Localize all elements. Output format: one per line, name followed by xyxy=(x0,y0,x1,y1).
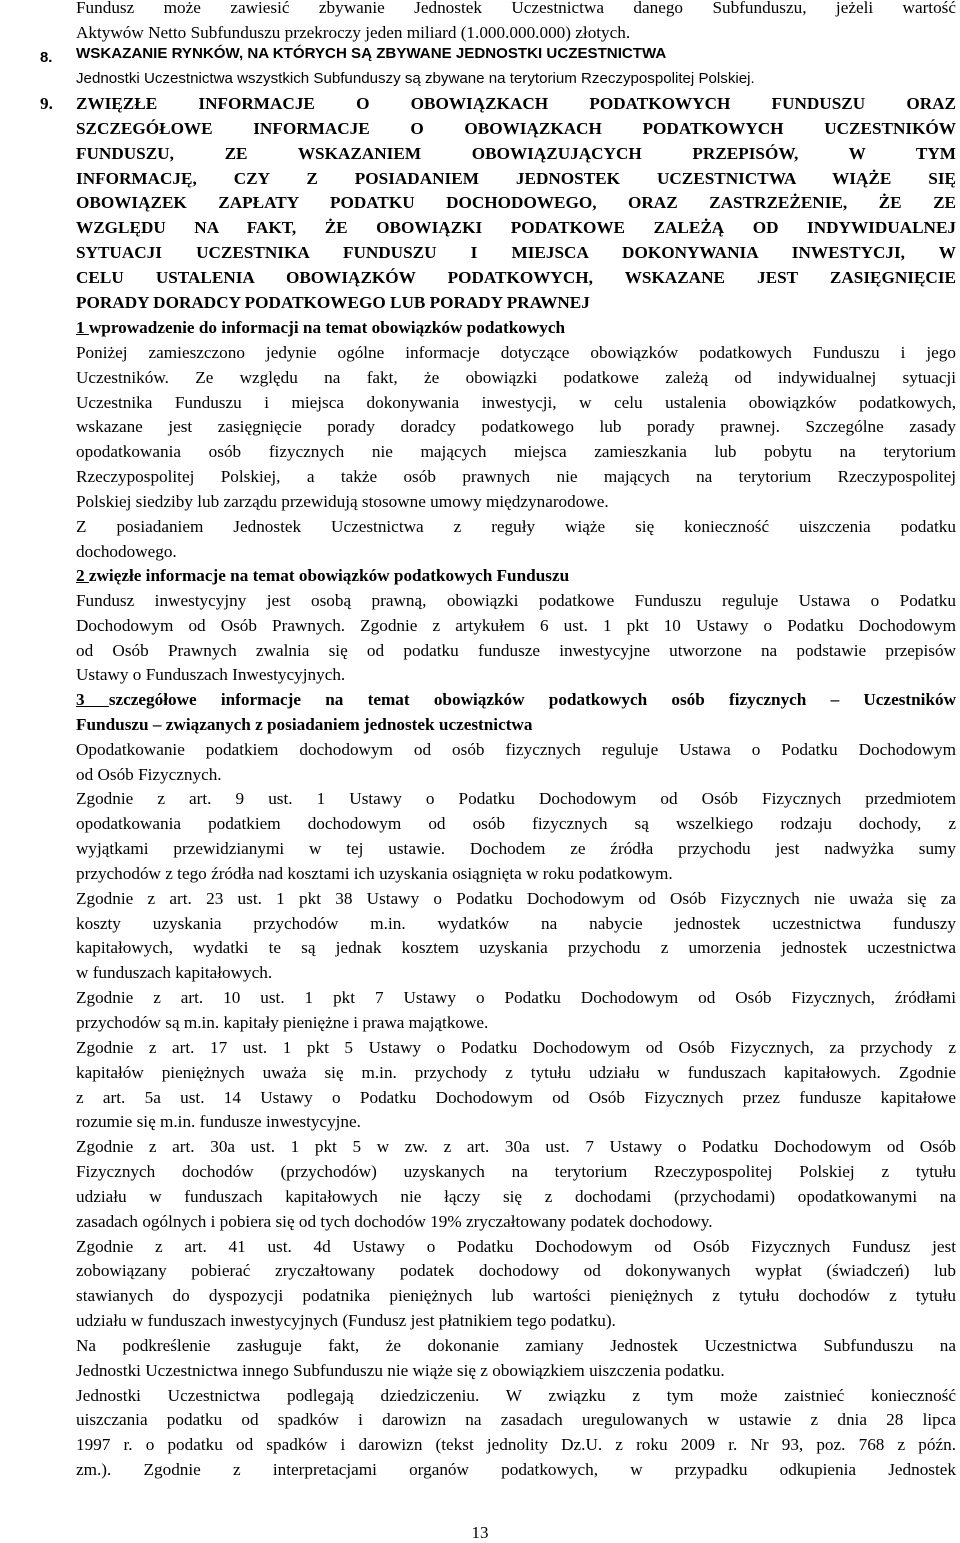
text-line: Fizycznych dochodów (przychodów) uzyskanych na terytorium Rzeczypospolitej Polskiej z tytułu xyxy=(76,1162,956,1182)
text-line: przychodów są m.in. kapitały pieniężne i prawa majątkowe. xyxy=(76,1012,489,1032)
heading-line: WZGLĘDU NA FAKT, ŻE OBOWIĄZKI PODATKOWE ZALEŻĄ OD INDYWIDUALNEJ xyxy=(76,218,956,238)
text-line: Jednostki Uczestnictwa podlegają dziedziczeniu. W związku z tym może zaistnieć konieczność xyxy=(76,1385,956,1405)
text-line: Polskiej siedziby lub zarządu przewidują stosowne umowy międzynarodowe. xyxy=(76,491,609,511)
heading-line: SYTUACJI UCZESTNIKA FUNDUSZU I MIEJSCA DOKONYWANIA INWESTYCJI, W xyxy=(76,243,956,263)
text-line: dochodowego. xyxy=(76,541,177,561)
heading-line: ZWIĘZŁE INFORMACJE O OBOWIĄZKACH PODATKOWYCH FUNDUSZU ORAZ xyxy=(76,94,956,113)
text-line: uiszczania podatku od spadków i darowizn na zasadach uregulowanych w ustawie z dnia 28 lipca xyxy=(76,1410,956,1430)
intro-paragraph xyxy=(76,0,956,46)
text-line: od Osób Fizycznych. xyxy=(76,764,222,784)
text-line: zasadach ogólnych i pobiera się od tych dochodów 19% zryczałtowany podatek dochodowy. xyxy=(76,1211,713,1231)
text-line: Ustawy o Funduszach Inwestycyjnych. xyxy=(76,665,346,685)
heading-line: CELU USTALENIA OBOWIĄZKÓW PODATKOWYCH, WSKAZANE JEST ZASIĘGNIĘCIE xyxy=(76,267,956,287)
subsection-number: 2 xyxy=(76,566,89,585)
text-line: Opodatkowanie podatkiem dochodowym od osób fizycznych reguluje Ustawa o Podatku Dochodowym xyxy=(76,739,956,759)
text-line: wskazane jest zasięgnięcie porady doradcy podatkowego lub porady prawnej. Szczególne zasady xyxy=(76,417,956,437)
text-line: Zgodnie z art. 17 ust. 1 pkt 5 Ustawy o Podatku Dochodowym od Osób Fizycznych, za przychody z xyxy=(76,1037,956,1057)
text-line: udziału w funduszach kapitałowych nie łączy się z dochodami (przychodami) opodatkowanymi na xyxy=(76,1186,956,1206)
text-line: Rzeczypospolitej Polskiej, a także osób prawnych nie mających na terytorium Rzeczypospolitej xyxy=(76,467,956,487)
subsection-heading: 2 zwięzłe informacje na temat obowiązków podatkowych Funduszu xyxy=(76,566,570,585)
subsection-number: 3 xyxy=(76,690,109,709)
text-line: Z posiadaniem Jednostek Uczestnictwa z reguły wiąże się konieczność uiszczenia podatku xyxy=(76,516,956,536)
text-line: opodatkowania osób fizycznych nie mających miejsca zamieszkania lub pobytu na terytorium xyxy=(76,442,956,462)
text-line: Na podkreślenie zasługuje fakt, że dokonanie zamiany Jednostek Uczestnictwa Subfunduszu na xyxy=(76,1335,956,1355)
heading-line: INFORMACJĘ, CZY Z POSIADANIEM JEDNOSTEK UCZESTNICTWA WIĄŻE SIĘ xyxy=(76,168,956,188)
section-8 xyxy=(76,42,956,92)
text-line: kapitałowych, wydatki te są jednak kosztem uzyskania przychodu z umorzenia jednostek uczestnictwa xyxy=(76,938,956,958)
subsection-3 xyxy=(76,688,956,1483)
text-line: Zgodnie z art. 10 ust. 1 pkt 7 Ustawy o Podatku Dochodowym od Osób Fizycznych, źródłami xyxy=(76,988,956,1008)
subsection-1 xyxy=(76,316,956,564)
text-line: Poniżej zamieszczono jedynie ogólne informacje dotyczące obowiązków podatkowych Funduszu i jego xyxy=(76,342,956,362)
text-line: Aktywów Netto Subfunduszu przekroczy jeden miliard (1.000.000.000) złotych. xyxy=(76,22,631,42)
text-line: kapitałów pieniężnych uważa się m.in. przychody z tytułu udziału w funduszach kapitałowych. Zgodnie xyxy=(76,1062,956,1082)
section-number: 9. xyxy=(40,94,53,113)
text-line: Fundusz może zawiesić zbywanie Jednostek Uczestnictwa danego Subfunduszu, jeżeli wartość xyxy=(76,0,956,17)
subsection-number: 1 xyxy=(76,318,89,337)
text-line: koszty uzyskania przychodów m.in. wydatków na nabycie jednostek uczestnictwa funduszy xyxy=(76,913,956,933)
text-line: Fundusz inwestycyjny jest osobą prawną, obowiązki podatkowe Funduszu reguluje Ustawa o Podatku xyxy=(76,590,956,610)
text-line: Zgodnie z art. 23 ust. 1 pkt 38 Ustawy o Podatku Dochodowym od Osób Fizycznych nie uważa się za xyxy=(76,888,956,908)
heading-line: SZCZEGÓŁOWE INFORMACJE O OBOWIĄZKACH PODATKOWYCH UCZESTNIKÓW xyxy=(76,118,956,138)
text-line: z art. 5a ust. 14 Ustawy o Podatku Dochodowym od Osób Fizycznych przez fundusze kapitałowe xyxy=(76,1087,956,1107)
text-line: Uczestników. Ze względu na fakt, że obowiązki podatkowe zależą od indywidualnej sytuacji xyxy=(76,367,956,387)
text-line: Dochodowym od Osób Prawnych. Zgodnie z artykułem 6 ust. 1 pkt 10 Ustawy o Podatku Dochodowym xyxy=(76,615,956,635)
text-line: Jednostki Uczestnictwa innego Subfunduszu nie wiąże się z obowiązkiem uiszczenia podatku. xyxy=(76,1360,725,1380)
page-number: 13 xyxy=(471,1523,489,1542)
text-line: przychodów z tego źródła nad kosztami ich uzyskania osiągnięta w roku podatkowym. xyxy=(76,863,673,883)
text-line: Uczestnika Funduszu i miejsca dokonywania inwestycji, w celu ustalenia obowiązków podatkowych, xyxy=(76,392,956,412)
section-number: 8. xyxy=(40,50,53,66)
text-line: udziału w funduszach inwestycyjnych (Fundusz jest płatnikiem tego podatku). xyxy=(76,1311,616,1331)
text-line: opodatkowania podatkiem dochodowym od osób fizycznych są wszelkiego rodzaju dochody, z xyxy=(76,814,956,834)
subsection-2 xyxy=(76,564,956,688)
text-line: Zgodnie z art. 9 ust. 1 Ustawy o Podatku Dochodowym od Osób Fizycznych przedmiotem xyxy=(76,789,956,809)
text-line: w funduszach kapitałowych. xyxy=(76,963,273,983)
section-9-heading xyxy=(76,92,956,316)
text-line: Jednostki Uczestnictwa wszystkich Subfunduszy są zbywane na terytorium Rzeczypospolitej Polskiej. xyxy=(76,69,755,87)
heading-line: OBOWIĄZEK ZAPŁATY PODATKU DOCHODOWEGO, ORAZ ZASTRZEŻENIE, ŻE ZE xyxy=(76,193,956,213)
text-line: Zgodnie z art. 41 ust. 4d Ustawy o Podatku Dochodowym od Osób Fizycznych Fundusz jest xyxy=(76,1236,956,1256)
heading-line: PORADY DORADCY PODATKOWEGO LUB PORADY PRAWNEJ xyxy=(76,292,590,312)
text-line: zobowiązany pobierać zryczałtowany podatek dochodowy od dokonywanych wypłat (świadczeń) lub xyxy=(76,1261,956,1281)
text-line: od Osób Prawnych zwalnia się od podatku fundusze inwestycyjne utworzone na podstawie przepisów xyxy=(76,640,956,660)
section-heading: WSKAZANIE RYNKÓW, NA KTÓRYCH SĄ ZBYWANE JEDNOSTKI UCZESTNICTWA xyxy=(76,45,667,62)
heading-line: FUNDUSZU, ZE WSKAZANIEM OBOWIĄZUJĄCYCH PRZEPISÓW, W TYM xyxy=(76,143,956,163)
text-line: Zgodnie z art. 30a ust. 1 pkt 5 w zw. z art. 30a ust. 7 Ustawy o Podatku Dochodowym od Osób xyxy=(76,1137,956,1157)
text-line: wyjątkami przewidzianymi w tej ustawie. Dochodem ze źródła przychodu jest nadwyżka sumy xyxy=(76,839,956,859)
subsection-heading: 3 szczegółowe informacje na temat obowiązków podatkowych osób fizycznych – Uczestników xyxy=(76,690,957,709)
subsection-heading: 1 wprowadzenie do informacji na temat obowiązków podatkowych xyxy=(76,318,566,337)
text-line: zm.). Zgodnie z interpretacjami organów podatkowych, w przypadku odkupienia Jednostek xyxy=(76,1460,956,1480)
text-line: 1997 r. o podatku od spadków i darowizn (tekst jednolity Dz.U. z roku 2009 r. Nr 93, poz. 768 z późn. xyxy=(76,1435,956,1455)
subsection-heading: Funduszu – związanych z posiadaniem jednostek uczestnictwa xyxy=(76,714,533,734)
text-line: stawianych do dyspozycji podatnika pieniężnych lub wartości pieniężnych z tytułu dochodów z tytułu xyxy=(76,1286,956,1306)
text-line: rozumie się m.in. fundusze inwestycyjne. xyxy=(76,1112,361,1132)
